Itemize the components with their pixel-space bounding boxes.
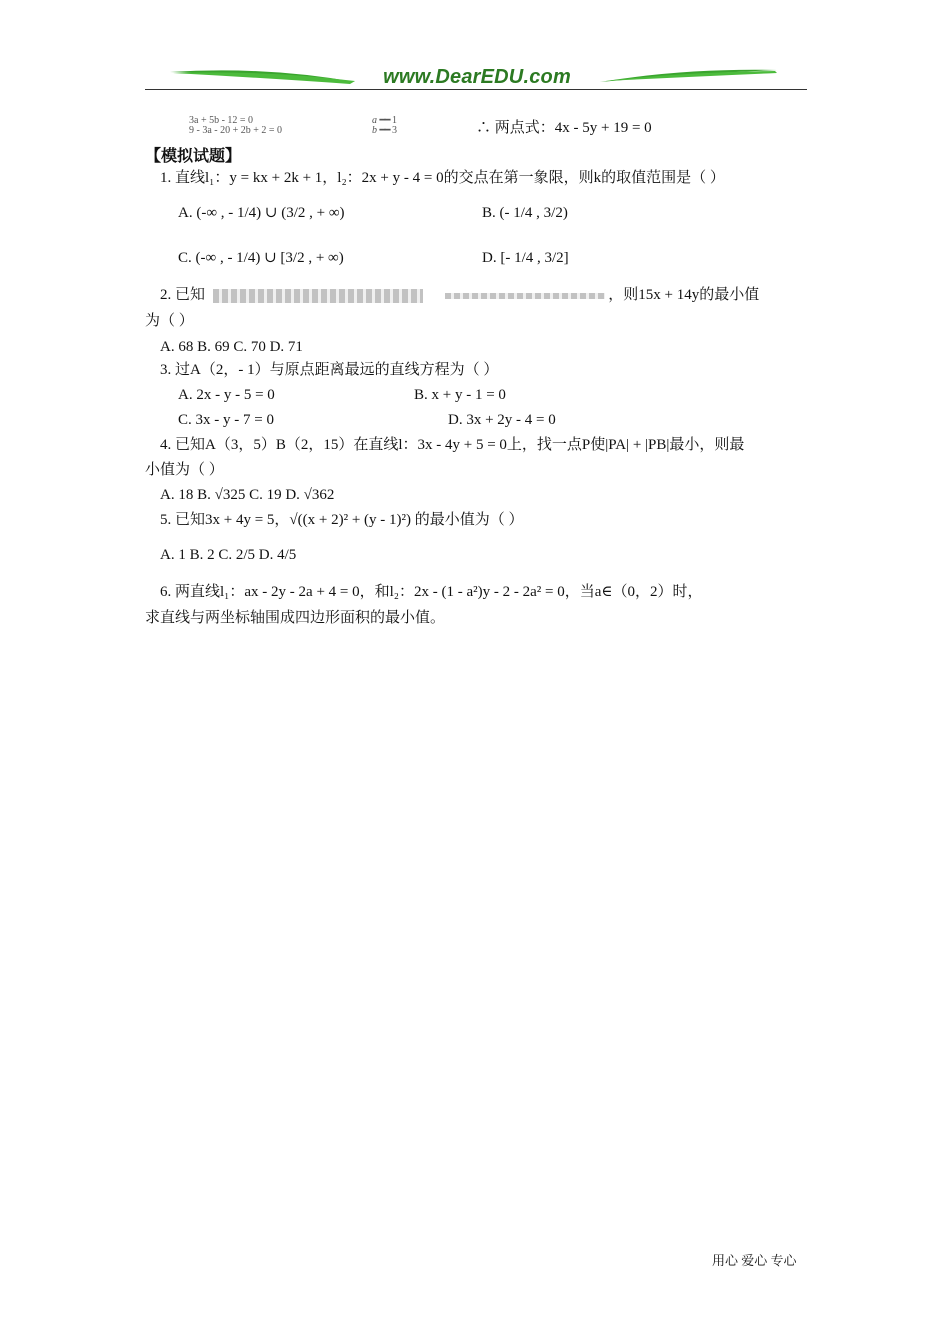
solution-var-b: b [372, 125, 377, 136]
question-5-stem: 5. 已知3x + 4y = 5，√((x + 2)² + (y - 1)²) 的最小值为（ ） [160, 512, 524, 528]
question-5-options: A. 1 B. 2 C. 2/5 D. 4/5 [160, 547, 297, 563]
question-1-stem: 1. 直线l₁：y = kx + 2k + 1，l₂：2x + y - 4 = 0的交点在第一象限，则k的取值范围是（ ） [160, 170, 725, 186]
question-1-option-b: B. (- 1/4 , 3/2) [482, 205, 568, 221]
question-6-stem-cont: 求直线与两坐标轴围成四边形面积的最小值。 [145, 610, 446, 626]
solution-val-b: 3 [392, 125, 398, 136]
question-3-option-d: D. 3x + 2y - 4 = 0 [448, 412, 556, 428]
question-2-stem-start: 2. 已知 [160, 287, 206, 303]
question-1-option-a: A. (-∞ , - 1/4) ∪ (3/2 , + ∞) [178, 205, 345, 221]
two-point-form: ∴ 两点式：4x - 5y + 19 = 0 [476, 120, 652, 136]
header-rule [145, 89, 807, 90]
equation-system [185, 116, 282, 136]
system-solution: a ━━ 1 b ━━ 3 [372, 115, 398, 136]
system-line-1: 3a + 5b - 12 = 0 [189, 115, 254, 126]
question-4-stem: 4. 已知A（3，5）B（2，15）在直线l：3x - 4y + 5 = 0上，找一点P使|PA| + |PB|最小，则最 [160, 437, 745, 453]
question-2-stem-end: ，则15x + 14y的最小值 [608, 287, 760, 303]
constraint-system-image [213, 289, 423, 303]
question-1-option-d: D. [- 1/4 , 3/2] [482, 250, 569, 266]
solution-val-a: 1 [392, 115, 398, 126]
question-2-stem-cont: 为（ ） [145, 313, 194, 329]
section-title: 【模拟试题】 [145, 148, 242, 165]
system-line-2: 9 - 3a - 20 + 2b + 2 = 0 [189, 125, 283, 136]
page-header [145, 62, 807, 92]
question-4-options: A. 18 B. √325 C. 19 D. √362 [160, 487, 335, 503]
question-3-option-c: C. 3x - y - 7 = 0 [178, 412, 274, 428]
question-6-stem: 6. 两直线l₁：ax - 2y - 2a + 4 = 0，和l₂：2x - (1 - a²)y - 2 - 2a² = 0，当a∈（0，2）时， [160, 584, 703, 600]
question-4-stem-cont: 小值为（ ） [145, 462, 224, 478]
question-3-option-a: A. 2x - y - 5 = 0 [178, 387, 275, 403]
constraint-system-image-tail [445, 293, 605, 299]
question-3-stem: 3. 过A（2，- 1）与原点距离最远的直线方程为（ ） [160, 362, 499, 378]
page-footer: 用心 爱心 专心 [712, 1253, 797, 1268]
site-name: www.DearEDU.com [383, 66, 571, 88]
question-2-stem [160, 285, 759, 305]
question-2-options: A. 68 B. 69 C. 70 D. 71 [160, 339, 303, 355]
question-3-option-b: B. x + y - 1 = 0 [414, 387, 506, 403]
solution-var-a: a [372, 115, 377, 126]
question-1-option-c: C. (-∞ , - 1/4) ∪ [3/2 , + ∞) [178, 250, 344, 266]
